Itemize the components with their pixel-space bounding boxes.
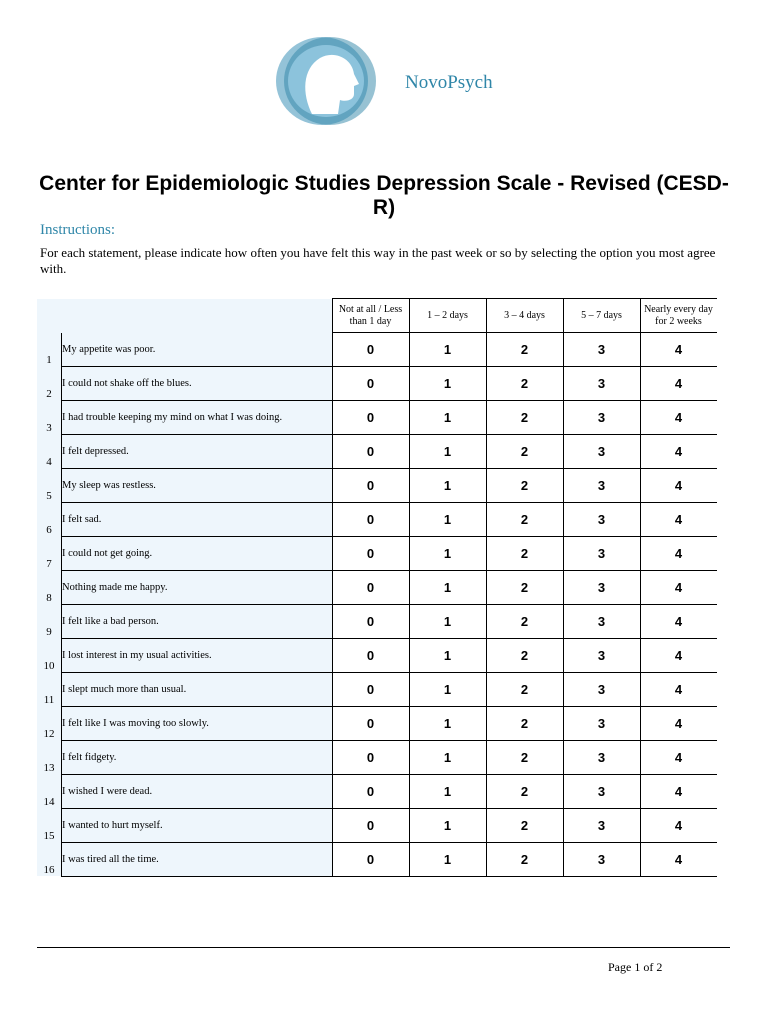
page-number: Page 1 of 2 [608, 960, 663, 974]
score-option[interactable]: 2 [486, 842, 563, 876]
score-option[interactable]: 4 [640, 740, 717, 774]
item-number: 13 [37, 740, 62, 774]
score-option[interactable]: 3 [563, 502, 640, 536]
score-option[interactable]: 3 [563, 604, 640, 638]
item-statement: I lost interest in my usual activities. [62, 638, 333, 672]
score-option[interactable]: 2 [486, 434, 563, 468]
score-option[interactable]: 3 [563, 706, 640, 740]
cesd-r-scale-table [37, 298, 717, 877]
page-title: Center for Epidemiologic Studies Depression Scale - Revised (CESD-R) [39, 172, 729, 219]
score-option[interactable]: 3 [563, 434, 640, 468]
score-option[interactable]: 0 [332, 333, 409, 367]
score-option[interactable]: 4 [640, 706, 717, 740]
table-row [37, 536, 717, 570]
item-statement: My appetite was poor. [62, 333, 333, 367]
score-option[interactable]: 4 [640, 536, 717, 570]
score-option[interactable]: 2 [486, 570, 563, 604]
item-statement: I slept much more than usual. [62, 672, 333, 706]
score-option[interactable]: 1 [409, 570, 486, 604]
score-option[interactable]: 3 [563, 570, 640, 604]
score-option[interactable]: 0 [332, 434, 409, 468]
score-option[interactable]: 3 [563, 808, 640, 842]
footer-divider [37, 947, 730, 948]
header-statement-blank [62, 299, 333, 333]
column-header: Nearly every day for 2 weeks [640, 299, 717, 333]
score-option[interactable]: 1 [409, 502, 486, 536]
score-option[interactable]: 0 [332, 570, 409, 604]
score-option[interactable]: 1 [409, 333, 486, 367]
instructions-text: For each statement, please indicate how often you have felt this way in the past week or so by selecting the option you most agree with. [40, 245, 716, 276]
score-option[interactable]: 2 [486, 333, 563, 367]
score-option[interactable]: 1 [409, 808, 486, 842]
item-statement: Nothing made me happy. [62, 570, 333, 604]
score-option[interactable]: 1 [409, 434, 486, 468]
item-number: 5 [37, 468, 62, 502]
score-option[interactable]: 0 [332, 366, 409, 400]
score-option[interactable]: 0 [332, 808, 409, 842]
table-row [37, 706, 717, 740]
score-option[interactable]: 3 [563, 366, 640, 400]
score-option[interactable]: 1 [409, 672, 486, 706]
item-number: 16 [37, 842, 62, 876]
score-option[interactable]: 1 [409, 366, 486, 400]
item-statement: I felt like I was moving too slowly. [62, 706, 333, 740]
score-option[interactable]: 3 [563, 672, 640, 706]
item-number: 4 [37, 434, 62, 468]
score-option[interactable]: 3 [563, 400, 640, 434]
item-number: 9 [37, 604, 62, 638]
table-row [37, 502, 717, 536]
table-row [37, 638, 717, 672]
score-option[interactable]: 3 [563, 468, 640, 502]
item-number: 10 [37, 638, 62, 672]
table-row [37, 434, 717, 468]
score-option[interactable]: 0 [332, 740, 409, 774]
item-statement: I could not get going. [62, 536, 333, 570]
item-statement: I felt like a bad person. [62, 604, 333, 638]
score-option[interactable]: 4 [640, 672, 717, 706]
score-option[interactable]: 2 [486, 740, 563, 774]
score-option[interactable]: 4 [640, 502, 717, 536]
item-statement: I could not shake off the blues. [62, 366, 333, 400]
score-option[interactable]: 2 [486, 468, 563, 502]
score-option[interactable]: 0 [332, 774, 409, 808]
score-option[interactable]: 4 [640, 774, 717, 808]
score-option[interactable]: 0 [332, 468, 409, 502]
table-row [37, 333, 717, 367]
instructions-heading: Instructions: [40, 222, 115, 238]
item-statement: My sleep was restless. [62, 468, 333, 502]
column-header: 5 – 7 days [563, 299, 640, 333]
item-statement: I had trouble keeping my mind on what I was doing. [62, 400, 333, 434]
score-option[interactable]: 1 [409, 638, 486, 672]
item-number: 1 [37, 333, 62, 367]
item-statement: I was tired all the time. [62, 842, 333, 876]
score-option[interactable]: 0 [332, 706, 409, 740]
scale-header-row [37, 299, 717, 333]
score-option[interactable]: 3 [563, 740, 640, 774]
table-row [37, 604, 717, 638]
table-row [37, 570, 717, 604]
score-option[interactable]: 1 [409, 468, 486, 502]
table-row [37, 842, 717, 876]
item-statement: I felt depressed. [62, 434, 333, 468]
score-option[interactable]: 4 [640, 366, 717, 400]
item-statement: I felt sad. [62, 502, 333, 536]
header-blank [37, 299, 62, 333]
score-option[interactable]: 4 [640, 434, 717, 468]
item-number: 14 [37, 774, 62, 808]
item-number: 15 [37, 808, 62, 842]
score-option[interactable]: 1 [409, 842, 486, 876]
score-option[interactable]: 0 [332, 400, 409, 434]
item-statement: I felt fidgety. [62, 740, 333, 774]
score-option[interactable]: 2 [486, 672, 563, 706]
table-row [37, 400, 717, 434]
score-option[interactable]: 4 [640, 604, 717, 638]
score-option[interactable]: 2 [486, 536, 563, 570]
item-number: 11 [37, 672, 62, 706]
item-statement: I wanted to hurt myself. [62, 808, 333, 842]
score-option[interactable]: 4 [640, 333, 717, 367]
table-row [37, 468, 717, 502]
item-number: 7 [37, 536, 62, 570]
score-option[interactable]: 3 [563, 638, 640, 672]
score-option[interactable]: 0 [332, 672, 409, 706]
item-number: 2 [37, 366, 62, 400]
novopsych-logo-icon [272, 34, 382, 128]
score-option[interactable]: 1 [409, 400, 486, 434]
score-option[interactable]: 2 [486, 366, 563, 400]
score-option[interactable]: 2 [486, 400, 563, 434]
score-option[interactable]: 4 [640, 638, 717, 672]
score-option[interactable]: 0 [332, 536, 409, 570]
score-option[interactable]: 0 [332, 502, 409, 536]
table-row [37, 672, 717, 706]
column-header: 3 – 4 days [486, 299, 563, 333]
score-option[interactable]: 2 [486, 502, 563, 536]
score-option[interactable]: 1 [409, 536, 486, 570]
score-option[interactable]: 3 [563, 842, 640, 876]
score-option[interactable]: 4 [640, 570, 717, 604]
item-number: 12 [37, 706, 62, 740]
column-header: Not at all / Less than 1 day [332, 299, 409, 333]
score-option[interactable]: 1 [409, 604, 486, 638]
score-option[interactable]: 0 [332, 638, 409, 672]
score-option[interactable]: 3 [563, 333, 640, 367]
table-row [37, 740, 717, 774]
brand-name: NovoPsych [405, 72, 493, 93]
table-row [37, 774, 717, 808]
item-number: 8 [37, 570, 62, 604]
score-option[interactable]: 4 [640, 808, 717, 842]
score-option[interactable]: 1 [409, 774, 486, 808]
score-option[interactable]: 3 [563, 536, 640, 570]
score-option[interactable]: 3 [563, 774, 640, 808]
score-option[interactable]: 0 [332, 604, 409, 638]
score-option[interactable]: 2 [486, 638, 563, 672]
score-option[interactable]: 4 [640, 468, 717, 502]
item-number: 6 [37, 502, 62, 536]
score-option[interactable]: 4 [640, 842, 717, 876]
column-header: 1 – 2 days [409, 299, 486, 333]
score-option[interactable]: 2 [486, 706, 563, 740]
score-option[interactable]: 2 [486, 808, 563, 842]
score-option[interactable]: 1 [409, 706, 486, 740]
score-option[interactable]: 2 [486, 774, 563, 808]
score-option[interactable]: 0 [332, 842, 409, 876]
item-number: 3 [37, 400, 62, 434]
score-option[interactable]: 4 [640, 400, 717, 434]
item-statement: I wished I were dead. [62, 774, 333, 808]
score-option[interactable]: 1 [409, 740, 486, 774]
table-row [37, 366, 717, 400]
score-option[interactable]: 2 [486, 604, 563, 638]
table-row [37, 808, 717, 842]
